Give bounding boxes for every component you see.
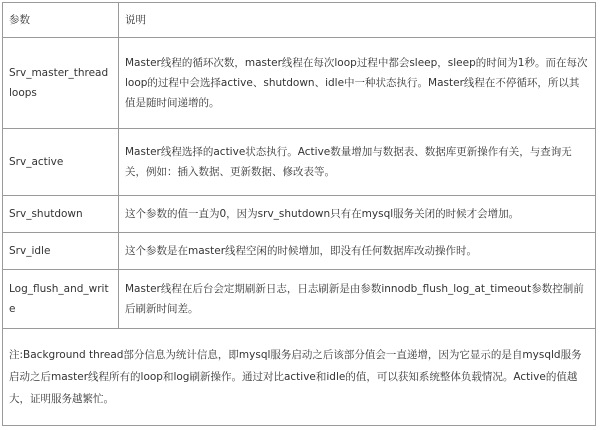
param-cell [3,196,119,233]
param-name: Log_flush_and_write [9,283,109,315]
param-cell [3,233,119,270]
desc-cell [119,196,596,233]
desc-cell [119,233,596,270]
note-row [3,329,596,426]
header-param-cell [3,3,119,38]
header-desc-cell [119,3,596,38]
note-text: 注:Background thread部分信息为统计信息，即mysql服务启动之后该部分值会一直递增，因为它显示的是自mysqld服务启动之后master线程所有的loop和log刷新操作。通过对比active和idle的值，可以获知系统整体负载情况。Active的值越大，证明服务越繁忙。 [9,349,582,405]
param-name: Srv_master_thread loops [9,67,109,99]
param-desc: Master线程选择的active状态执行。Active数量增加与数据表、数据库更新操作有关，与查询无关，例如：插入数据、更新数据、修改表等。 [125,146,572,178]
table-row [3,233,596,270]
param-name: Srv_active [9,156,64,168]
param-name: Srv_shutdown [9,208,83,220]
param-desc: 这个参数是在master线程空闲的时候增加，即没有任何数据库改动操作时。 [125,245,478,257]
table-row [3,38,596,129]
parameter-table [2,2,596,426]
param-cell [3,270,119,329]
param-cell [3,38,119,129]
table-row [3,129,596,196]
table-row [3,196,596,233]
desc-cell [119,270,596,329]
note-cell [3,329,596,426]
param-desc: 这个参数的值一直为0，因为srv_shutdown只有在mysql服务关闭的时候才会增加。 [125,208,520,220]
desc-cell [119,129,596,196]
param-cell [3,129,119,196]
header-param-label: 参数 [9,14,30,26]
param-name: Srv_idle [9,245,51,257]
table-row [3,270,596,329]
param-desc: Master线程在后台会定期刷新日志，日志刷新是由参数innodb_flush_log_at_timeout参数控制前后刷新时间差。 [125,283,584,315]
param-desc: Master线程的循环次数，master线程在每次loop过程中都会sleep，sleep的时间为1秒。而在每次loop的过程中会选择active、shutdown、idle中一种状态执行。Master线程在不停循环，所以其值是随时间递增的。 [125,57,588,109]
header-desc-label: 说明 [125,14,146,26]
table-header-row [3,3,596,38]
desc-cell [119,38,596,129]
